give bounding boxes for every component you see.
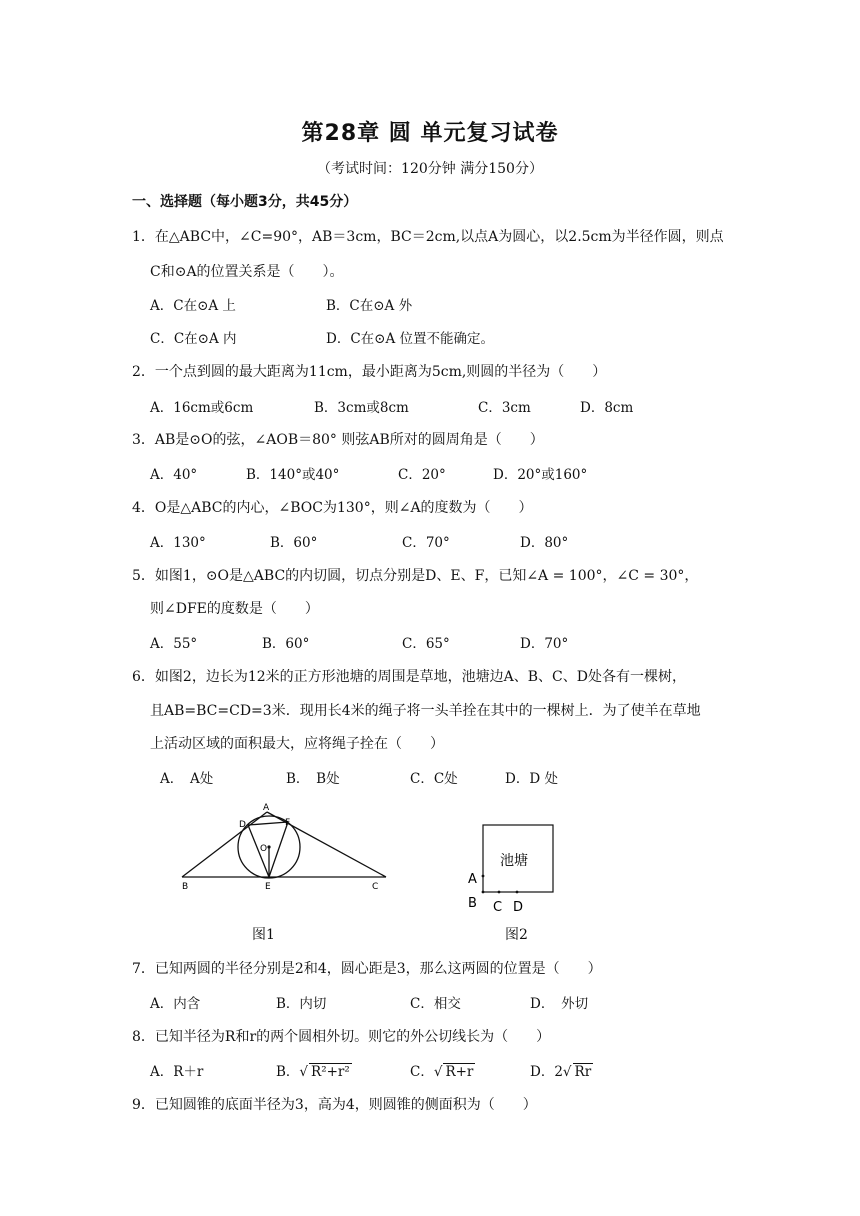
- question-5-option-d: D．70°: [520, 636, 569, 652]
- label-a: A: [263, 803, 270, 813]
- question-6-text: 6．如图2，边长为12米的正方形池塘的周围是草地，池塘边A、B、C、D处各有一棵树，: [132, 669, 686, 685]
- option-d-prefix: D．2: [530, 1064, 563, 1080]
- question-1-option-a: A．C在⊙A 上: [150, 298, 236, 314]
- question-7-option-c: C．相交: [410, 996, 461, 1012]
- option-d-radicand: Rr: [574, 1064, 592, 1080]
- label-a: A: [468, 872, 477, 887]
- question-2-option-d: D．8cm: [580, 400, 634, 416]
- question-6-text-cont2: 上活动区域的面积最大，应将绳子拴在（ ）: [150, 736, 444, 752]
- tree-c-point: [498, 891, 501, 894]
- option-c-radicand: R+r: [445, 1064, 474, 1080]
- question-1-text-cont: C和⊙A的位置关系是（ ）。: [150, 264, 344, 280]
- question-8-option-c: C．√ R+r: [410, 1064, 474, 1080]
- label-o: O: [260, 844, 268, 854]
- question-7-text: 7．已知两圆的半径分别是2和4，圆心距是3，那么这两圆的位置是（ ）: [132, 961, 602, 977]
- question-7-option-a: A．内含: [150, 996, 201, 1012]
- question-4-option-d: D．80°: [520, 535, 569, 551]
- pond-label: 池塘: [500, 853, 528, 869]
- question-5-option-c: C．65°: [402, 636, 450, 652]
- question-3-option-c: C．20°: [398, 467, 446, 483]
- option-b-radicand: R²+r²: [311, 1064, 350, 1080]
- question-8-option-d: D．2√ Rr: [530, 1064, 592, 1080]
- question-5-text: 5．如图1，⊙O是△ABC的内切圆，切点分别是D、E、F，已知∠A = 100°，∠C = 30°，: [132, 568, 699, 584]
- tree-b-point: [482, 891, 485, 894]
- label-d: D: [239, 820, 246, 830]
- option-c-prefix: C．: [410, 1064, 434, 1080]
- label-b: B: [182, 882, 189, 892]
- tree-a-point: [482, 875, 485, 878]
- question-2-option-a: A．16cm或6cm: [150, 400, 254, 416]
- question-3-text: 3．AB是⊙O的弦，∠AOB＝80° 则弦AB所对的圆周角是（ ）: [132, 432, 544, 448]
- question-8-text: 8．已知半径为R和r的两个圆相外切。则它的外公切线长为（ ）: [132, 1029, 551, 1045]
- label-f: F: [285, 818, 291, 828]
- question-5-option-b: B．60°: [262, 636, 310, 652]
- question-4-option-b: B．60°: [270, 535, 318, 551]
- question-8-option-a: A．R＋r: [150, 1064, 204, 1080]
- question-7-option-d: D． 外切: [530, 996, 589, 1012]
- section-heading: 一、选择题（每小题3分，共45分）: [132, 194, 358, 210]
- question-2-text: 2．一个点到圆的最大距离为11cm，最小距离为5cm,则圆的半径为（ ）: [132, 364, 607, 380]
- question-5-text-cont: 则∠DFE的度数是（ ）: [150, 601, 319, 617]
- question-6-text-cont1: 且AB=BC=CD=3米．现用长4米的绳子将一头羊拴在其中的一棵树上．为了使羊在草地: [150, 703, 701, 719]
- question-3-option-a: A．40°: [150, 467, 198, 483]
- segment-ba: [182, 812, 267, 877]
- question-3-option-d: D．20°或160°: [493, 467, 588, 483]
- figure-2-diagram: [462, 818, 562, 914]
- question-4-text: 4．O是△ABC的内心，∠BOC为130°，则∠A的度数为（ ）: [132, 500, 533, 516]
- question-1-text: 1．在△ABC中，∠C=90°，AB＝3cm，BC＝2cm,以点A为圆心，以2.5cm为半径作圆，则点: [132, 229, 724, 245]
- question-6-option-b: B． B处: [286, 771, 340, 787]
- figure-2-caption: 图2: [505, 927, 528, 943]
- question-1-option-d: D．C在⊙A 位置不能确定。: [326, 331, 495, 347]
- question-3-option-b: B．140°或40°: [246, 467, 340, 483]
- page-title: 第28章 圆 单元复习试卷: [301, 121, 559, 146]
- question-1-option-c: C．C在⊙A 内: [150, 331, 237, 347]
- label-e: E: [265, 882, 271, 892]
- question-1-option-b: B．C在⊙A 外: [326, 298, 413, 314]
- question-7-option-b: B．内切: [276, 996, 327, 1012]
- question-5-option-a: A．55°: [150, 636, 198, 652]
- question-8-option-b: B．√ R²+r²: [276, 1064, 350, 1080]
- question-6-option-c: C．C处: [410, 771, 458, 787]
- label-c: C: [372, 882, 379, 892]
- label-b: B: [468, 896, 477, 911]
- question-2-option-c: C．3cm: [478, 400, 531, 416]
- segment-fe: [269, 822, 288, 877]
- question-6-option-a: A． A处: [160, 771, 214, 787]
- figure-1-diagram: [176, 796, 392, 892]
- option-b-prefix: B．: [276, 1064, 300, 1080]
- label-c: C: [493, 900, 503, 914]
- question-4-option-a: A．130°: [150, 535, 206, 551]
- question-4-option-c: C．70°: [402, 535, 450, 551]
- center-point-o: [267, 845, 270, 848]
- question-6-option-d: D．D 处: [505, 771, 558, 787]
- figure-1-caption: 图1: [252, 927, 275, 943]
- tree-d-point: [516, 891, 519, 894]
- question-9-text: 9．已知圆锥的底面半径为3，高为4，则圆锥的侧面积为（ ）: [132, 1097, 537, 1113]
- question-2-option-b: B．3cm或8cm: [314, 400, 409, 416]
- label-d: D: [513, 900, 524, 914]
- exam-info: （考试时间：120分钟 满分150分）: [317, 161, 543, 177]
